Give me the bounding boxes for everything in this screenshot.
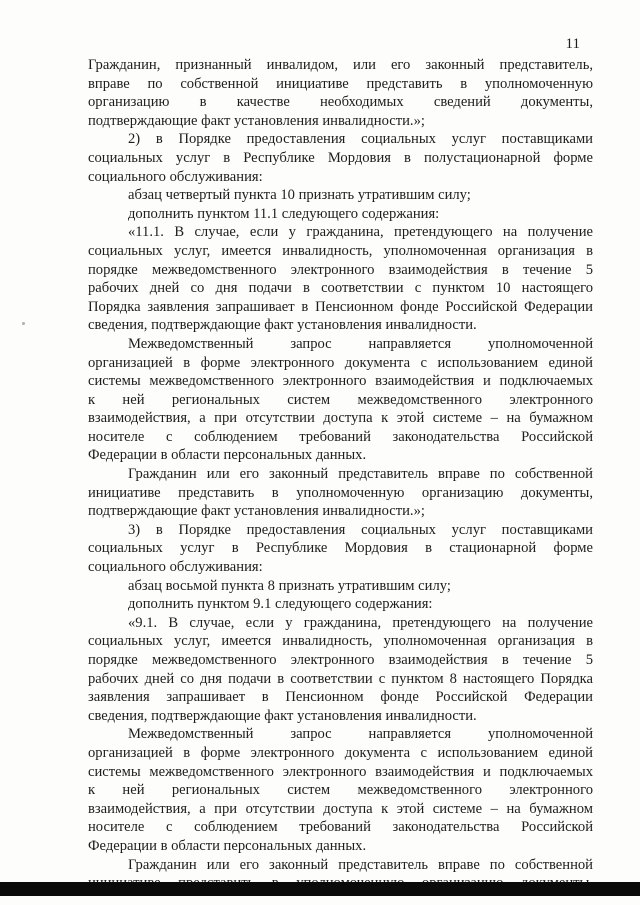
paragraph [88,223,593,335]
paragraph [88,521,593,577]
text-line: рабочих дней со дня подачи в соответствии с пунктом 8 настоящего Порядка [88,670,593,687]
paragraph [88,614,593,726]
document-body [88,56,593,893]
text-line: социальных услуг в Республике Мордовия в полустационарной форме [88,149,593,166]
text-line: абзац четвертый пункта 10 признать утратившим силу; [128,187,471,204]
paragraph [88,186,593,205]
text-line: организацией в форме электронного документа с использованием единой [88,354,593,371]
text-line: Федерации в области персональных данных. [88,447,367,464]
text-line: абзац восьмой пункта 8 признать утратившим силу; [128,577,451,594]
text-line: дополнить пунктом 11.1 следующего содержания: [128,205,440,222]
text-line: Гражданин или его законный представитель вправе по собственной [128,466,593,483]
text-line: социальных услуг, имеется инвалидность, уполномоченная организация в [88,242,593,259]
paragraph [88,595,593,614]
text-line: дополнить пунктом 9.1 следующего содержания: [128,596,433,613]
text-line: к ней региональных систем межведомственного электронного [88,782,593,799]
scan-edge-bar [0,882,640,896]
text-line: взаимодействия, а при отсутствии доступа к этой системе – на бумажном [88,800,593,817]
text-line: заявления запрашивает в Пенсионном фонде Российской Федерации [88,689,593,706]
text-line: социального обслуживания: [88,559,263,576]
text-line: взаимодействия, а при отсутствии доступа к этой системе – на бумажном [88,410,593,427]
text-line: носителе с соблюдением требований законодательства Российской [88,819,593,836]
text-line: порядке межведомственного электронного взаимодействия в течение 5 [88,261,593,278]
paragraph [88,465,593,521]
text-line: Федерации в области персональных данных. [88,837,367,854]
text-line: сведения, подтверждающие факт установления инвалидности. [88,707,477,724]
text-line: инициативе представить в уполномоченную организацию документы, [88,484,593,501]
text-line: рабочих дней со дня подачи в соответствии с пунктом 10 настоящего [88,280,593,297]
text-line: социальных услуг, имеется инвалидность, уполномоченная организация в [88,633,593,650]
paragraph [88,130,593,186]
text-line: Гражданин или его законный представитель вправе по собственной [128,856,593,873]
text-line: системы межведомственного электронного взаимодействия и подключаемых [88,763,593,780]
text-line: подтверждающие факт установления инвалидности.»; [88,112,425,129]
paragraph [88,56,593,130]
text-line: Межведомственный запрос направляется уполномоченной [128,726,593,743]
text-line: 2) в Порядке предоставления социальных услуг поставщиками [128,131,593,148]
text-line: социального обслуживания: [88,168,263,185]
text-line: 3) в Порядке предоставления социальных услуг поставщиками [128,521,593,538]
page-number: 11 [565,36,580,52]
text-line: социальных услуг в Республике Мордовия в стационарной форме [88,540,593,557]
text-line: организацией в форме электронного документа с использованием единой [88,744,593,761]
text-line: организацию в качестве необходимых сведений документы, [88,94,593,111]
text-line: системы межведомственного электронного взаимодействия и подключаемых [88,373,593,390]
paragraph [88,725,593,855]
text-line: порядке межведомственного электронного взаимодействия в течение 5 [88,652,593,668]
text-line: сведения, подтверждающие факт установления инвалидности. [88,317,477,334]
text-line: к ней региональных систем межведомственного электронного [88,391,593,408]
text-line: Межведомственный запрос направляется уполномоченной [128,335,593,352]
paragraph [88,205,593,224]
text-line: носителе с соблюдением требований законодательства Российской [88,428,593,445]
text-line: подтверждающие факт установления инвалидности.»; [88,503,425,520]
paragraph [88,335,593,465]
text-line: Порядка заявления запрашивает в Пенсионном фонде Российской Федерации [88,298,593,315]
text-line: Гражданин, признанный инвалидом, или его законный представитель, [88,57,593,73]
margin-dot [22,322,25,325]
text-line: «9.1. В случае, если у гражданина, претендующего на получение [128,614,593,631]
text-line: «11.1. В случае, если у гражданина, претендующего на получение [128,224,593,241]
text-line: вправе по собственной инициативе представить в уполномоченную [88,75,593,92]
paragraph [88,577,593,596]
